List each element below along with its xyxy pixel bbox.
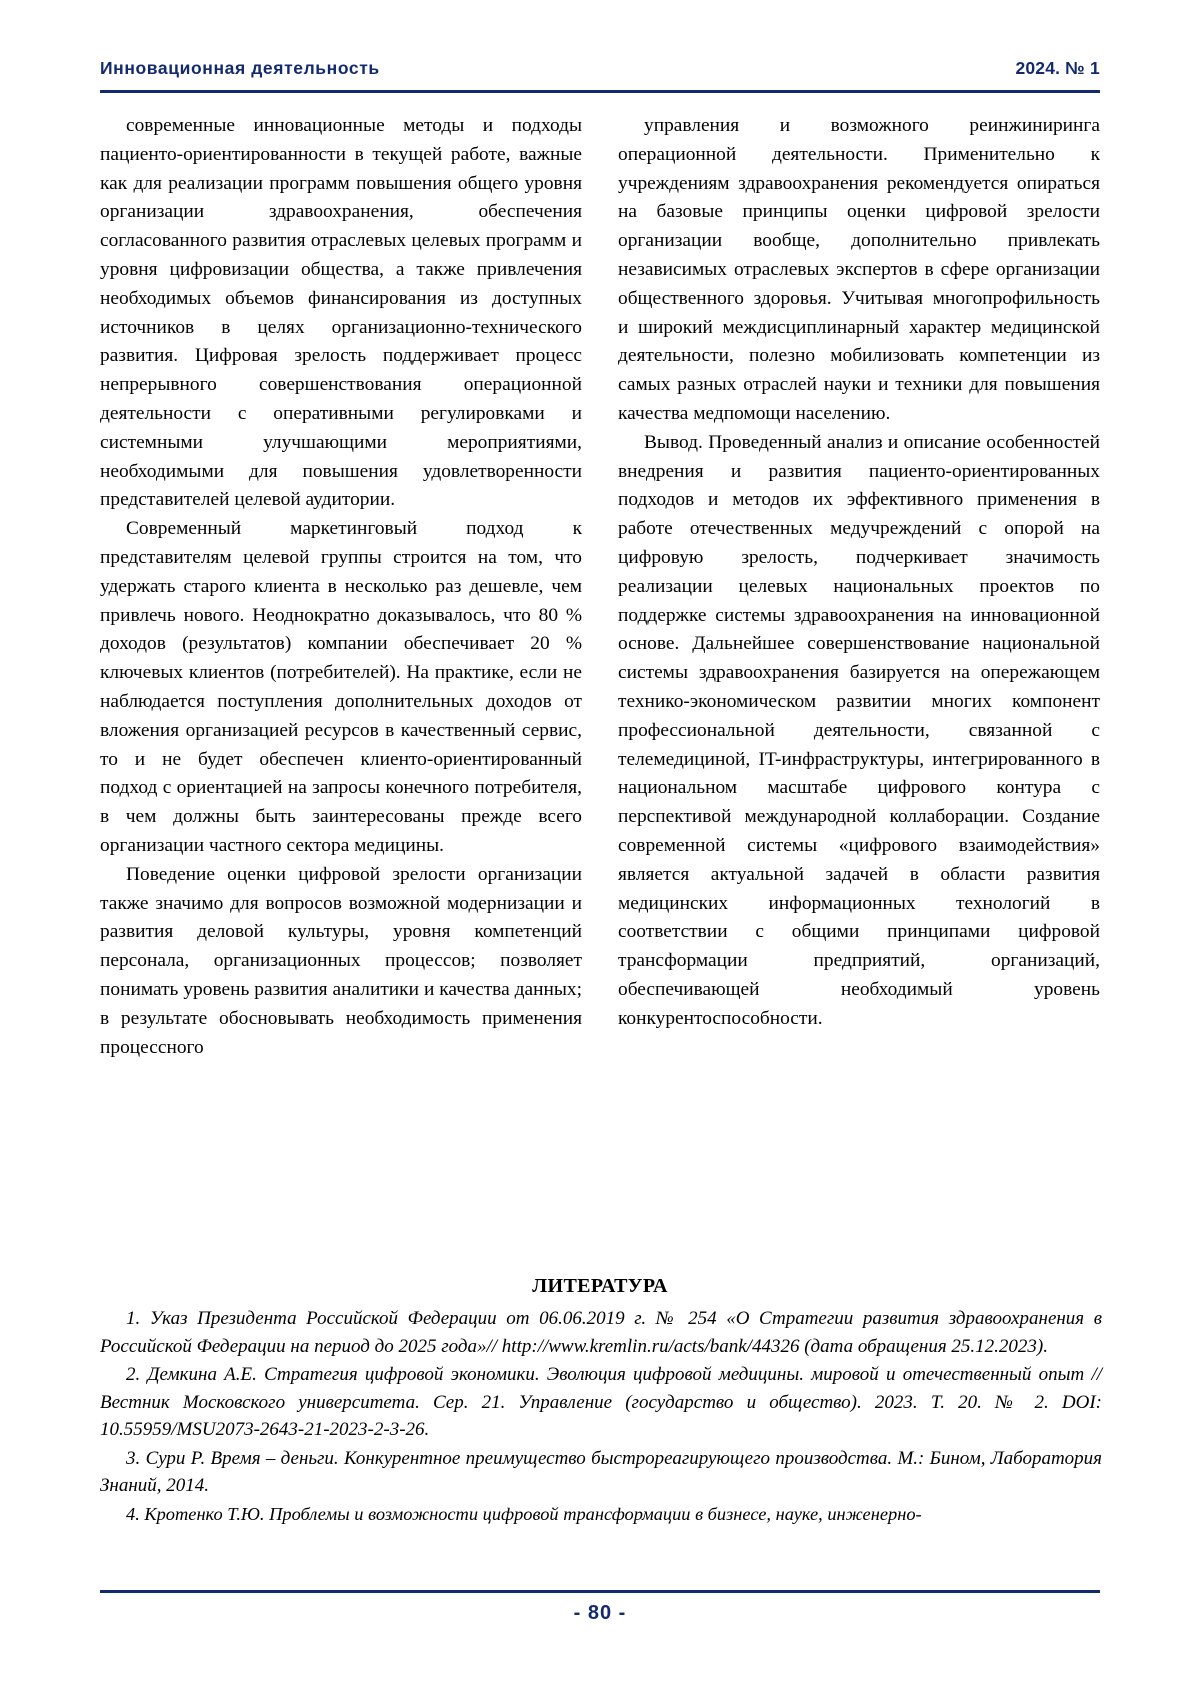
paragraph: Современный маркетинговый подход к представителям целевой группы строится на том, что удержать старого клиента в несколько раз дешевле, чем привлечь нового. Неоднократно доказывалось, что 80 % доходов (результатов) компании обеспечивает 20 % ключевых клиентов (потребителей). На практике, если не наблюдается поступления дополнительных доходов от вложения организацией ресурсов в качественный сервис, то и не будет обеспечен клиенто-ориентированный подход с ориентацией на запросы конечного потребителя, в чем должны быть заинтересованы прежде всего организации частного сектора медицины. xyxy=(100,518,582,856)
reference-item: 3. Сури Р. Время – деньги. Конкурентное преимущество быстрореагирующего производства. М.: Бином, Лаборатория Знаний, 2014. xyxy=(100,1447,1102,1496)
header-divider xyxy=(100,90,1100,93)
footer-divider xyxy=(100,1590,1100,1593)
left-column xyxy=(100,112,582,1062)
right-column xyxy=(618,112,1100,1062)
literature-heading: ЛИТЕРАТУРА xyxy=(532,1275,668,1297)
header-issue: 2024. № 1 xyxy=(1015,58,1100,78)
paragraph: Вывод. Проведенный анализ и описание особенностей внедрения и развития пациенто-ориентированных подходов и методов их эффективного применения в работе отечественных медучреждений с опорой на цифровую зрелость, подчеркивает значимость реализации целевых национальных проектов по поддержке системы здравоохранения на инновационной основе. Дальнейшее совершенствование национальной системы здравоохранения базируется на опережающем технико-экономическом развитии многих компонент профессиональной деятельности, связанной с телемедициной, IT-инфраструктуры, интегрированного в национальном масштабе цифрового контура с перспективой международной коллаборации. Создание современной системы «цифрового взаимодействия» является актуальной задачей в области развития медицинских информационных технологий в соответствии с общими принципами цифровой трансформации предприятий, организаций, обеспечивающей необходимый уровень конкурентоспособности. xyxy=(618,431,1100,1029)
paragraph: управления и возможного реинжиниринга операционной деятельности. Применительно к учреждениям здравоохранения рекомендуется опираться на базовые принципы оценки цифровой зрелости организации вообще, дополнительно привлекать независимых отраслевых экспертов в сфере организации общественного здоровья. Учитывая многопрофильность и широкий междисциплинарный характер медицинской деятельности, полезно мобилизовать компетенции из самых разных отраслей науки и техники для повышения качества медпомощи населению. xyxy=(618,115,1100,424)
page-header xyxy=(100,58,1100,79)
paragraph: современные инновационные методы и подходы пациенто-ориентированности в текущей работе, важные как для реализации программ повышения общего уровня организации здравоохранения, обеспечения согласованного развития отраслевых целевых программ и уровня цифровизации общества, а также привлечения необходимых объемов финансирования из доступных источников в целях организационно-технического развития. Цифровая зрелость поддерживает процесс непрерывного совершенствования операционной деятельности с оперативными регулировками и системными улучшающими мероприятиями, необходимыми для повышения удовлетворенности представителей целевой аудитории. xyxy=(100,115,582,511)
literature-list xyxy=(100,1305,1102,1528)
body-columns xyxy=(100,112,1100,1062)
paragraph: Поведение оценки цифровой зрелости организации также значимо для вопросов возможной модернизации и развития деловой культуры, уровня компетенций персонала, организационных процессов; позволяет понимать уровень развития аналитики и качества данных; в результате обосновывать необходимость применения процессного xyxy=(100,863,582,1058)
reference-item: 4. Кротенко Т.Ю. Проблемы и возможности цифровой трансформации в бизнесе, науке, инженерно- xyxy=(126,1503,922,1524)
page-number: - 80 - xyxy=(573,1602,627,1624)
reference-item: 2. Демкина А.Е. Стратегия цифровой экономики. Эволюция цифровой медицины. мировой и отечественный опыт // Вестник Московского университета. Сер. 21. Управление (государство и общество). 2023. Т. 20. № 2. DOI: 10.55959/MSU2073-2643-21-2023-2-3-26. xyxy=(100,1364,1102,1440)
header-journal-title: Инновационная деятельность xyxy=(100,58,380,78)
reference-item: 1. Указ Президента Российской Федерации от 06.06.2019 г. № 254 «О Стратегии развития здравоохранения в Российской Федерации на период до 2025 года»// http://www.kremlin.ru/acts/bank/44326 (дата обращения 25.12.2023). xyxy=(100,1308,1102,1357)
